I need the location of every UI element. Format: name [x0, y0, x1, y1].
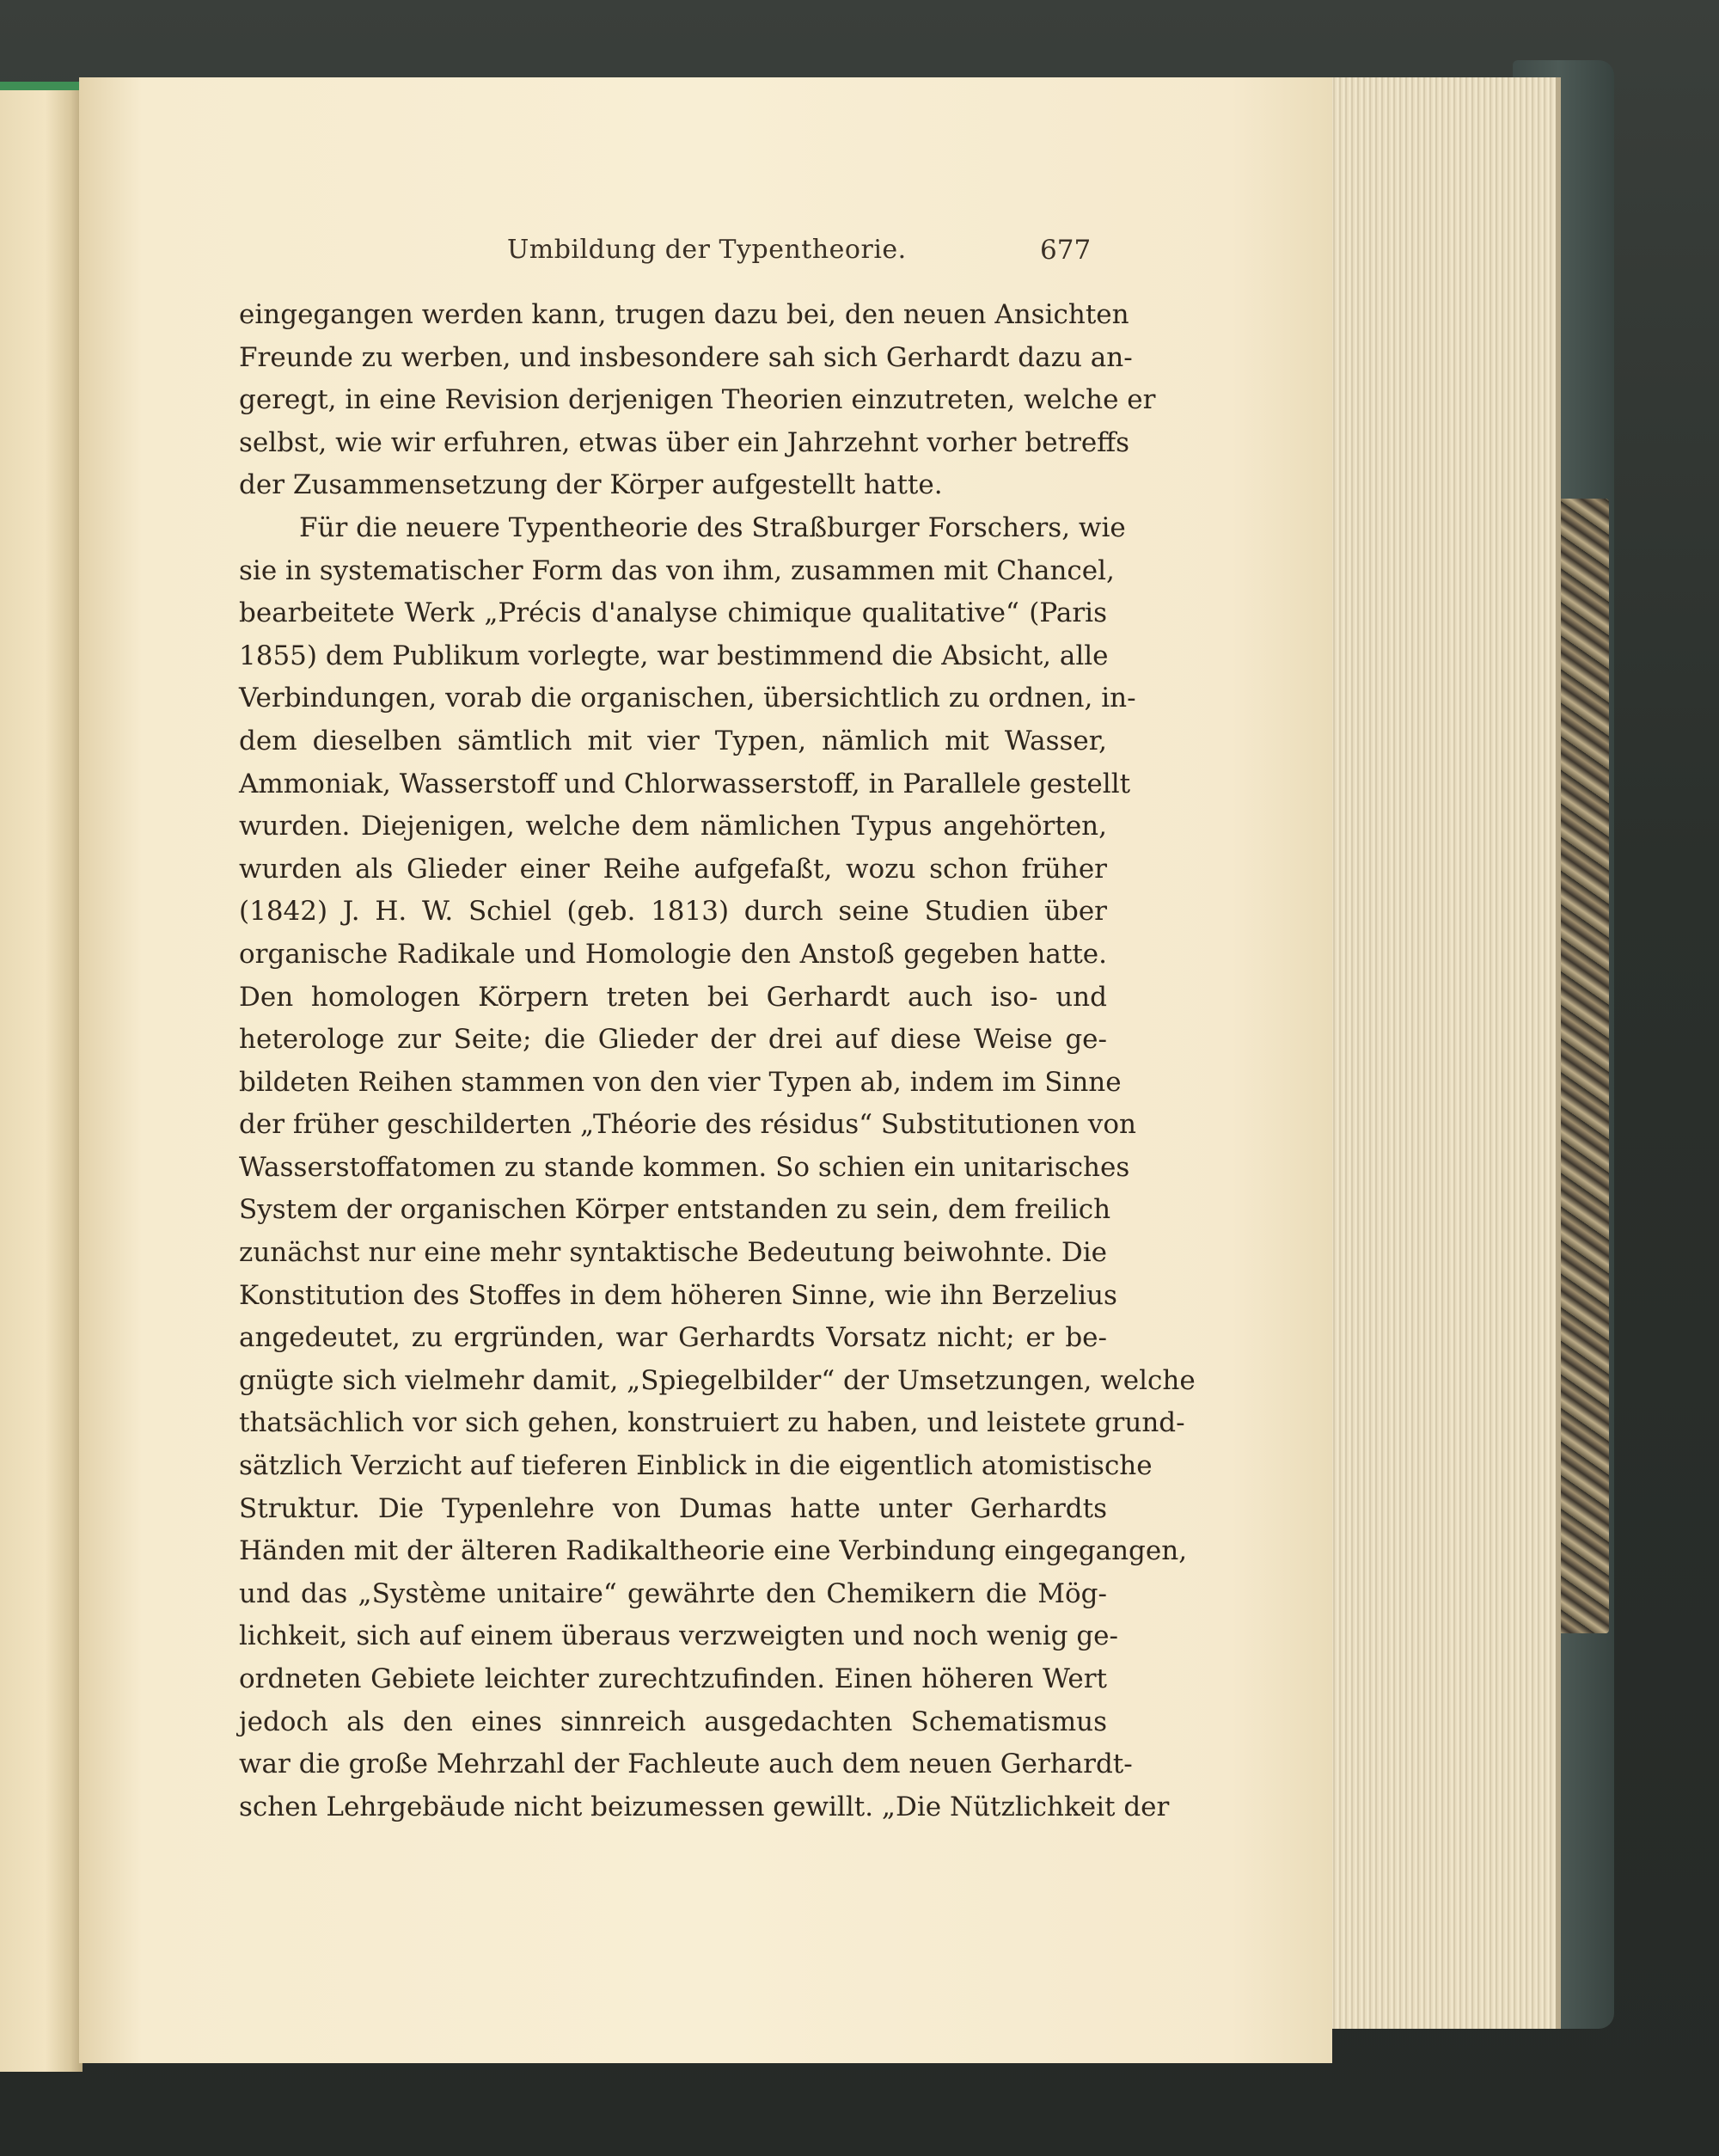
text-line: wurden als Glieder einer Reihe aufgefaßt, wozu schon früher: [239, 853, 1107, 885]
text-line: angedeutet, zu ergründen, war Gerhardts Vorsatz nicht; er be-: [239, 1322, 1107, 1354]
text-line: Den homologen Körpern treten bei Gerhardt auch iso- und: [239, 981, 1107, 1013]
text-line: Händen mit der älteren Radikaltheorie eine Verbindung eingegangen,: [239, 1535, 1188, 1567]
text-line: der Zusammensetzung der Körper aufgestellt hatte.: [239, 469, 943, 501]
page-number: 677: [1040, 235, 1092, 266]
text-line: gnügte sich vielmehr damit, „Spiegelbilder“ der Umsetzungen, welche: [239, 1364, 1196, 1396]
text-line: bildeten Reihen stammen von den vier Typen ab, indem im Sinne: [239, 1066, 1122, 1098]
text-line: schen Lehrgebäude nicht beizumessen gewillt. „Die Nützlichkeit der: [239, 1791, 1170, 1822]
facing-page-edge: [0, 82, 83, 2072]
text-line: wurden. Diejenigen, welche dem nämlichen Typus angehörten,: [239, 811, 1107, 842]
text-line: Konstitution des Stoffes in dem höheren Sinne, wie ihn Berzelius: [239, 1279, 1117, 1311]
text-line: war die große Mehrzahl der Fachleute auch dem neuen Gerhardt-: [239, 1749, 1133, 1780]
text-line: thatsächlich vor sich gehen, konstruiert zu haben, und leistete grund-: [239, 1407, 1185, 1439]
text-line: geregt, in eine Revision derjenigen Theorien einzutreten, welche er: [239, 384, 1156, 416]
text-line: System der organischen Körper entstanden zu sein, dem freilich: [239, 1194, 1111, 1226]
text-line: bearbeitete Werk „Précis d'analyse chimique qualitative“ (Paris: [239, 597, 1107, 629]
text-line: 1855) dem Publikum vorlegte, war bestimmend die Absicht, alle: [239, 640, 1109, 671]
text-line: sie in systematischer Form das von ihm, zusammen mit Chancel,: [239, 554, 1115, 586]
text-line: Struktur. Die Typenlehre von Dumas hatte unter Gerhardts: [239, 1492, 1107, 1524]
text-line: heterologe zur Seite; die Glieder der drei auf diese Weise ge-: [239, 1024, 1107, 1056]
text-line: und das „Système unitaire“ gewährte den Chemikern die Mög-: [239, 1577, 1107, 1609]
text-line: Ammoniak, Wasserstoff und Chlorwasserstoff, in Parallele gestellt: [239, 768, 1131, 799]
text-line: eingegangen werden kann, trugen dazu bei, den neuen Ansichten: [239, 299, 1129, 330]
text-line: zunächst nur eine mehr syntaktische Bedeutung beiwohnte. Die: [239, 1237, 1107, 1269]
text-line: der früher geschilderten „Théorie des résidus“ Substitutionen von: [239, 1109, 1136, 1141]
text-line: sätzlich Verzicht auf tieferen Einblick in die eigentlich atomistische: [239, 1450, 1153, 1482]
running-header-title: Umbildung der Typentheorie.: [507, 235, 907, 265]
text-line: Freunde zu werben, und insbesondere sah sich Gerhardt dazu an-: [239, 341, 1133, 373]
text-line: dem dieselben sämtlich mit vier Typen, nämlich mit Wasser,: [239, 725, 1107, 756]
text-line: organische Radikale und Homologie den Anstoß gegeben hatte.: [239, 938, 1107, 970]
text-line: Für die neuere Typentheorie des Straßburger Forschers, wie: [299, 511, 1126, 543]
paragraph: [239, 507, 1196, 1828]
text-line: jedoch als den eines sinnreich ausgedachten Schematismus: [239, 1706, 1107, 1737]
page-stack-edge: [1324, 77, 1561, 2029]
body-text: [239, 294, 1196, 1828]
text-line: Wasserstoffatomen zu stande kommen. So schien ein unitarisches: [239, 1151, 1130, 1183]
text-line: Verbindungen, vorab die organischen, übersichtlich zu ordnen, in-: [239, 683, 1136, 714]
text-line: selbst, wie wir erfuhren, etwas über ein Jahrzehnt vorher betreffs: [239, 426, 1130, 458]
text-line: (1842) J. H. W. Schiel (geb. 1813) durch seine Studien über: [239, 896, 1107, 928]
text-line: lichkeit, sich auf einem überaus verzweigten und noch wenig ge-: [239, 1620, 1118, 1652]
text-line: ordneten Gebiete leichter zurechtzufinden. Einen höheren Wert: [239, 1663, 1107, 1694]
paragraph: [239, 294, 1156, 507]
